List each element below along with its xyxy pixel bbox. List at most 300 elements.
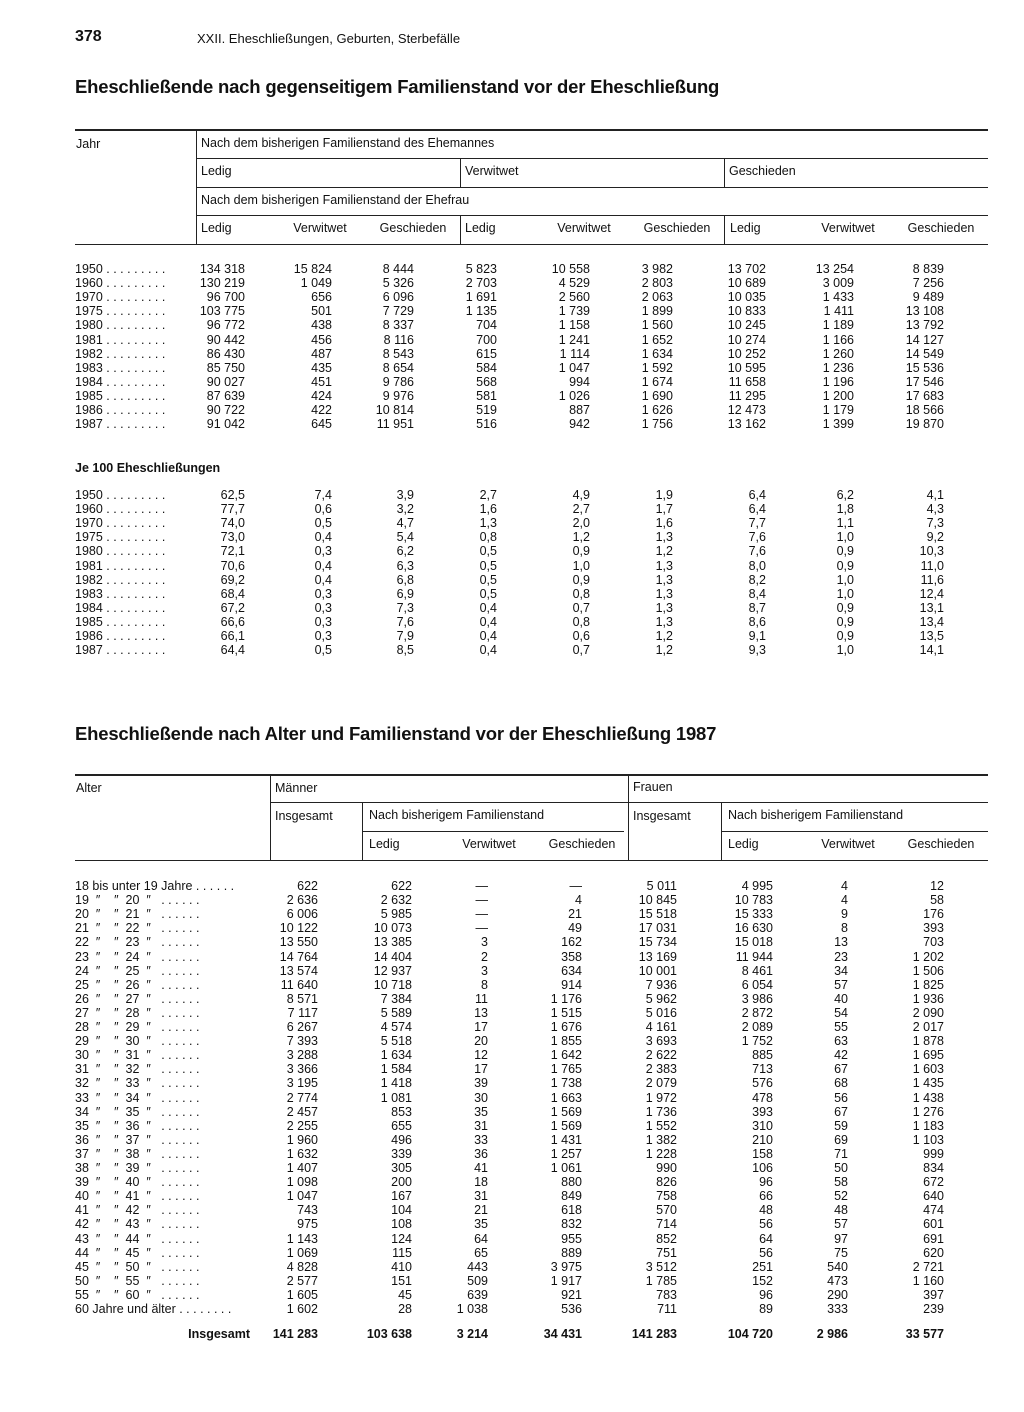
cell: 96 xyxy=(759,1287,773,1302)
total-cell: 141 283 xyxy=(631,1327,677,1341)
table1-abs-row xyxy=(0,333,1024,347)
cell: 1 438 xyxy=(912,1090,944,1105)
cell: 1 739 xyxy=(558,304,590,319)
table2-row xyxy=(0,935,1024,949)
cell: 0,6 xyxy=(314,502,332,517)
table2-women-by-status-header: Nach bisherigem Familienstand xyxy=(728,808,904,822)
cell: 4,3 xyxy=(926,502,944,517)
table2-divider xyxy=(270,776,271,860)
cell: 10 833 xyxy=(727,304,766,319)
table2-row xyxy=(0,978,1024,992)
cell: 15 824 xyxy=(293,262,332,276)
table2-row xyxy=(0,1217,1024,1231)
cell: 1,7 xyxy=(655,502,673,517)
cell: 1 584 xyxy=(380,1062,412,1077)
cell: 1 179 xyxy=(822,403,854,417)
cell: 8 444 xyxy=(382,262,414,276)
cell: 90 442 xyxy=(206,332,245,347)
cell: 9,1 xyxy=(748,629,766,643)
row-label: 24 ″ ″ 25 ″ . . . . . . xyxy=(75,963,200,978)
cell: 634 xyxy=(561,963,582,978)
cell: 14 127 xyxy=(905,332,944,347)
cell: 91 042 xyxy=(206,417,245,432)
cell: 8 654 xyxy=(382,360,414,375)
cell: 672 xyxy=(923,1175,944,1190)
cell: 576 xyxy=(752,1076,773,1091)
row-label: 1975 . . . . . . . . . xyxy=(75,304,166,319)
cell: 443 xyxy=(467,1259,488,1274)
cell: 162 xyxy=(561,935,582,950)
table2-row xyxy=(0,1260,1024,1274)
row-label: 22 ″ ″ 23 ″ . . . . . . xyxy=(75,935,200,950)
cell: 1,3 xyxy=(479,516,497,531)
cell: 0,3 xyxy=(314,629,332,643)
cell: 18 xyxy=(474,1175,488,1190)
cell: 1 632 xyxy=(286,1146,318,1161)
row-label: 1984 . . . . . . . . . xyxy=(75,374,166,389)
cell: 1 569 xyxy=(550,1118,582,1133)
cell: 1,3 xyxy=(655,614,673,629)
cell: 158 xyxy=(752,1146,773,1161)
cell: 751 xyxy=(656,1245,677,1260)
row-label: 36 ″ ″ 37 ″ . . . . . . xyxy=(75,1132,200,1147)
cell: — xyxy=(475,893,488,908)
cell: 35 xyxy=(474,1104,488,1119)
cell: 3,2 xyxy=(396,502,414,517)
cell: 90 027 xyxy=(206,374,245,389)
table1-divider xyxy=(460,215,461,244)
table1-pct-row xyxy=(0,502,1024,516)
row-label: 25 ″ ″ 26 ″ . . . . . . xyxy=(75,977,200,992)
cell: 305 xyxy=(391,1161,412,1175)
cell: 6 006 xyxy=(286,907,318,922)
cell: 1 506 xyxy=(912,963,944,978)
cell: 5 962 xyxy=(645,991,677,1006)
cell: 0,4 xyxy=(479,614,497,629)
cell: 1 917 xyxy=(550,1273,582,1288)
table1-wife-col: Verwitwet xyxy=(293,221,347,235)
cell: 1,0 xyxy=(836,586,854,601)
cell: 645 xyxy=(311,417,332,432)
row-label: 1985 . . . . . . . . . xyxy=(75,388,166,403)
cell: 2 632 xyxy=(380,893,412,908)
cell: 3 366 xyxy=(286,1062,318,1077)
table2-men-header: Männer xyxy=(275,781,318,795)
row-label: 1980 . . . . . . . . . xyxy=(75,318,166,333)
cell: 0,4 xyxy=(479,643,497,658)
row-label: 1984 . . . . . . . . . xyxy=(75,600,166,615)
table1-pct-row xyxy=(0,544,1024,558)
table2-header-bottom-rule xyxy=(75,860,988,861)
cell: 13 108 xyxy=(905,304,944,319)
cell: 2 090 xyxy=(912,1005,944,1020)
cell: 1 605 xyxy=(286,1287,318,1302)
cell: 2,0 xyxy=(572,516,590,531)
cell: 435 xyxy=(311,360,332,375)
row-label: 1950 . . . . . . . . . xyxy=(75,262,166,276)
cell: 7 936 xyxy=(645,977,677,992)
cell: 152 xyxy=(752,1273,773,1288)
table1-divider xyxy=(460,158,461,187)
cell: 19 870 xyxy=(905,417,944,432)
row-label: 44 ″ ″ 45 ″ . . . . . . xyxy=(75,1245,200,1260)
cell: 2,7 xyxy=(479,488,497,502)
cell: 0,4 xyxy=(479,600,497,615)
row-label: 1985 . . . . . . . . . xyxy=(75,614,166,629)
cell: 5 518 xyxy=(380,1034,412,1049)
cell: 55 xyxy=(834,1020,848,1034)
cell: 63 xyxy=(834,1034,848,1049)
table2-men-col-geschieden: Geschieden xyxy=(548,837,616,851)
table1-header-bottom-rule xyxy=(75,244,988,245)
cell: 714 xyxy=(656,1217,677,1232)
row-label: 30 ″ ″ 31 ″ . . . . . . xyxy=(75,1048,200,1063)
cell: 0,7 xyxy=(572,600,590,615)
cell: 7,3 xyxy=(396,600,414,615)
table2-row xyxy=(0,1006,1024,1020)
table2-men-by-status-header: Nach bisherigem Familienstand xyxy=(369,808,545,822)
cell: 8 543 xyxy=(382,346,414,361)
table1-pct-row xyxy=(0,629,1024,643)
cell: 1,0 xyxy=(836,530,854,545)
cell: 743 xyxy=(297,1203,318,1218)
cell: 10 783 xyxy=(734,893,773,908)
table2-row xyxy=(0,1288,1024,1302)
cell: 4 xyxy=(841,893,848,908)
cell: 10,3 xyxy=(919,544,944,559)
cell: 1 960 xyxy=(286,1132,318,1147)
cell: 7,3 xyxy=(926,516,944,531)
cell: 655 xyxy=(391,1118,412,1133)
cell: 0,3 xyxy=(314,586,332,601)
cell: 1 738 xyxy=(550,1076,582,1091)
table1-divider xyxy=(724,215,725,244)
cell: 853 xyxy=(391,1104,412,1119)
row-label: 1960 . . . . . . . . . xyxy=(75,502,166,517)
cell: 6,9 xyxy=(396,586,414,601)
cell: 0,9 xyxy=(572,572,590,587)
row-label: 33 ″ ″ 34 ″ . . . . . . xyxy=(75,1090,200,1105)
cell: 10 558 xyxy=(551,262,590,276)
cell: 1 855 xyxy=(550,1034,582,1049)
cell: — xyxy=(475,907,488,922)
cell: 1 899 xyxy=(641,304,673,319)
cell: 474 xyxy=(923,1203,944,1218)
cell: 74,0 xyxy=(220,516,245,531)
cell: 914 xyxy=(561,977,582,992)
cell: 108 xyxy=(391,1217,412,1232)
cell: 54 xyxy=(834,1005,848,1020)
cell: 0,5 xyxy=(314,516,332,531)
cell: 691 xyxy=(923,1231,944,1246)
table2-row xyxy=(0,1189,1024,1203)
table1-pct-row xyxy=(0,587,1024,601)
cell: 21 xyxy=(474,1203,488,1218)
table2-row xyxy=(0,950,1024,964)
cell: 478 xyxy=(752,1090,773,1105)
cell: 1 228 xyxy=(645,1146,677,1161)
cell: 11 295 xyxy=(728,388,766,403)
cell: 3,9 xyxy=(396,488,414,502)
cell: 1,2 xyxy=(655,629,673,643)
cell: 0,4 xyxy=(479,629,497,643)
row-label: 40 ″ ″ 41 ″ . . . . . . xyxy=(75,1189,200,1204)
cell: 880 xyxy=(561,1175,582,1190)
cell: 9,2 xyxy=(926,530,944,545)
row-label: 55 ″ ″ 60 ″ . . . . . . xyxy=(75,1287,200,1302)
table2-row xyxy=(0,1203,1024,1217)
cell: 1 135 xyxy=(465,304,497,319)
cell: 34 xyxy=(834,963,848,978)
page-number: 378 xyxy=(75,28,102,45)
cell: 1,2 xyxy=(655,544,673,559)
table1-divider xyxy=(724,158,725,187)
cell: 20 xyxy=(474,1034,488,1049)
cell: 12,4 xyxy=(919,586,944,601)
row-label: 45 ″ ″ 50 ″ . . . . . . xyxy=(75,1259,200,1274)
cell: 1,0 xyxy=(836,643,854,658)
cell: 15 518 xyxy=(638,907,677,922)
cell: 1,2 xyxy=(655,643,673,658)
cell: 13 162 xyxy=(727,417,766,432)
row-label: 29 ″ ″ 30 ″ . . . . . . xyxy=(75,1034,200,1049)
cell: 516 xyxy=(476,417,497,432)
table1-divider xyxy=(196,131,197,244)
cell: 0,6 xyxy=(572,629,590,643)
cell: 104 xyxy=(391,1203,412,1218)
cell: 31 xyxy=(474,1118,488,1133)
cell: 1,0 xyxy=(836,572,854,587)
row-label: 1970 . . . . . . . . . xyxy=(75,290,166,305)
cell: 849 xyxy=(561,1189,582,1204)
cell: 1,6 xyxy=(655,516,673,531)
cell: 4 161 xyxy=(645,1020,677,1034)
table2-row xyxy=(0,1175,1024,1189)
cell: 58 xyxy=(834,1175,848,1190)
cell: 1 691 xyxy=(465,290,497,305)
cell: 4 574 xyxy=(380,1020,412,1034)
cell: 14 764 xyxy=(279,949,318,964)
cell: 106 xyxy=(752,1161,773,1175)
cell: 622 xyxy=(391,879,412,893)
cell: 2 577 xyxy=(286,1273,318,1288)
cell: 0,9 xyxy=(836,544,854,559)
row-label: 1960 . . . . . . . . . xyxy=(75,276,166,291)
row-label: 19 ″ ″ 20 ″ . . . . . . xyxy=(75,893,200,908)
cell: 10 252 xyxy=(727,346,766,361)
cell: 509 xyxy=(467,1273,488,1288)
cell: 7,7 xyxy=(748,516,766,531)
table2-row xyxy=(0,1246,1024,1260)
table2-row xyxy=(0,1119,1024,1133)
cell: 11,6 xyxy=(920,572,944,587)
table1-pct-row xyxy=(0,516,1024,530)
cell: 10 122 xyxy=(279,921,318,936)
cell: 496 xyxy=(391,1132,412,1147)
cell: 1 276 xyxy=(912,1104,944,1119)
cell: 64 xyxy=(474,1231,488,1246)
cell: 12 xyxy=(930,879,944,893)
cell: 1 183 xyxy=(912,1118,944,1133)
cell: 3 982 xyxy=(641,262,673,276)
cell: 5 589 xyxy=(380,1005,412,1020)
table1-husband-group-ledig: Ledig xyxy=(201,164,232,178)
cell: 2 872 xyxy=(741,1005,773,1020)
cell: 4 529 xyxy=(558,276,590,291)
cell: 3 512 xyxy=(645,1259,677,1274)
cell: 67 xyxy=(834,1104,848,1119)
cell: 0,9 xyxy=(836,600,854,615)
cell: 9 976 xyxy=(382,388,414,403)
cell: 8,2 xyxy=(748,572,766,587)
cell: 703 xyxy=(923,935,944,950)
cell: 955 xyxy=(561,1231,582,1246)
cell: 13 574 xyxy=(279,963,318,978)
row-label: 23 ″ ″ 24 ″ . . . . . . xyxy=(75,949,200,964)
cell: 4 xyxy=(841,879,848,893)
table1-abs-row xyxy=(0,304,1024,318)
table1-header-rule xyxy=(196,187,988,188)
cell: 17 546 xyxy=(905,374,944,389)
cell: 2 255 xyxy=(286,1118,318,1133)
table1-wife-col: Ledig xyxy=(465,221,496,235)
cell: 1 602 xyxy=(286,1302,318,1316)
row-label: 18 bis unter 19 Jahre . . . . . . xyxy=(75,879,235,893)
cell: 7 384 xyxy=(380,991,412,1006)
cell: 622 xyxy=(297,879,318,893)
cell: 1 752 xyxy=(741,1034,773,1049)
cell: 8 xyxy=(841,921,848,936)
cell: 1 652 xyxy=(641,332,673,347)
table1-wife-header: Nach dem bisherigen Familienstand der Ehefrau xyxy=(201,193,470,207)
cell: 852 xyxy=(656,1231,677,1246)
cell: 12 xyxy=(474,1048,488,1063)
total-cell: 2 986 xyxy=(816,1327,848,1341)
cell: 2 774 xyxy=(286,1090,318,1105)
row-label: 1975 . . . . . . . . . xyxy=(75,530,166,545)
cell: 700 xyxy=(476,332,497,347)
table1-wife-col: Geschieden xyxy=(643,221,711,235)
row-label: 28 ″ ″ 29 ″ . . . . . . xyxy=(75,1020,200,1034)
cell: 40 xyxy=(834,991,848,1006)
total-cell: 33 577 xyxy=(905,1327,944,1341)
cell: 1 069 xyxy=(286,1245,318,1260)
row-label: 35 ″ ″ 36 ″ . . . . . . xyxy=(75,1118,200,1133)
cell: 990 xyxy=(656,1161,677,1175)
table1-abs-row xyxy=(0,389,1024,403)
cell: 13 792 xyxy=(905,318,944,333)
table2-women-total-header: Insgesamt xyxy=(633,809,691,823)
cell: 1 663 xyxy=(550,1090,582,1105)
table2-men-total-header: Insgesamt xyxy=(275,809,333,823)
row-label: 26 ″ ″ 27 ″ . . . . . . xyxy=(75,991,200,1006)
cell: 783 xyxy=(656,1287,677,1302)
cell: 6,3 xyxy=(396,558,414,573)
cell: 64,4 xyxy=(220,643,245,658)
total-cell: 3 214 xyxy=(456,1327,488,1341)
cell: 48 xyxy=(834,1203,848,1218)
table1-pct-row xyxy=(0,615,1024,629)
cell: 12 937 xyxy=(373,963,412,978)
table1-abs-row xyxy=(0,417,1024,431)
cell: 71 xyxy=(834,1146,848,1161)
cell: 519 xyxy=(476,403,497,417)
cell: 13 385 xyxy=(373,935,412,950)
cell: 10 035 xyxy=(727,290,766,305)
cell: 17 683 xyxy=(905,388,944,403)
table1-wife-col: Geschieden xyxy=(379,221,447,235)
table1-top-rule xyxy=(75,129,988,131)
table2-row xyxy=(0,964,1024,978)
table1-wife-col: Verwitwet xyxy=(821,221,875,235)
cell: 31 xyxy=(474,1189,488,1204)
cell: 1 560 xyxy=(641,318,673,333)
cell: 57 xyxy=(834,977,848,992)
cell: 239 xyxy=(923,1302,944,1316)
cell: 16 630 xyxy=(734,921,773,936)
cell: 8 337 xyxy=(382,318,414,333)
cell: 5 985 xyxy=(380,907,412,922)
table2-row xyxy=(0,1020,1024,1034)
table1-header-rule xyxy=(196,215,988,216)
cell: 8 839 xyxy=(912,262,944,276)
cell: 975 xyxy=(297,1217,318,1232)
cell: 1 200 xyxy=(822,388,854,403)
cell: 5 016 xyxy=(645,1005,677,1020)
cell: 1 634 xyxy=(641,346,673,361)
cell: 0,3 xyxy=(314,614,332,629)
cell: 13 254 xyxy=(815,262,854,276)
cell: 921 xyxy=(561,1287,582,1302)
cell: 10 845 xyxy=(638,893,677,908)
cell: 339 xyxy=(391,1146,412,1161)
cell: 66,6 xyxy=(220,614,245,629)
cell: 17 031 xyxy=(638,921,677,936)
cell: 10 814 xyxy=(375,403,414,417)
cell: 1 061 xyxy=(550,1161,582,1175)
cell: 10 245 xyxy=(727,318,766,333)
cell: 1 158 xyxy=(558,318,590,333)
cell: 15 734 xyxy=(638,935,677,950)
cell: 2 079 xyxy=(645,1076,677,1091)
cell: 8,7 xyxy=(748,600,766,615)
cell: 1,8 xyxy=(836,502,854,517)
cell: 8,6 xyxy=(748,614,766,629)
cell: 1,3 xyxy=(655,558,673,573)
cell: 42 xyxy=(834,1048,848,1063)
cell: 639 xyxy=(467,1287,488,1302)
cell: 2 622 xyxy=(645,1048,677,1063)
cell: 0,9 xyxy=(836,614,854,629)
table1-abs-row xyxy=(0,276,1024,290)
table1-pct-row xyxy=(0,488,1024,502)
cell: 0,5 xyxy=(479,544,497,559)
cell: 1 114 xyxy=(559,346,590,361)
cell: 7,6 xyxy=(396,614,414,629)
row-label: 1982 . . . . . . . . . xyxy=(75,346,166,361)
cell: 618 xyxy=(561,1203,582,1218)
row-label: 1983 . . . . . . . . . xyxy=(75,360,166,375)
cell: 0,5 xyxy=(479,558,497,573)
cell: 1 081 xyxy=(380,1090,412,1105)
cell: 7 393 xyxy=(286,1034,318,1049)
cell: 11 944 xyxy=(735,949,773,964)
cell: 1 418 xyxy=(380,1076,412,1091)
cell: 96 772 xyxy=(206,318,245,333)
cell: 1 411 xyxy=(823,304,854,319)
cell: 62,5 xyxy=(220,488,245,502)
cell: 410 xyxy=(391,1259,412,1274)
